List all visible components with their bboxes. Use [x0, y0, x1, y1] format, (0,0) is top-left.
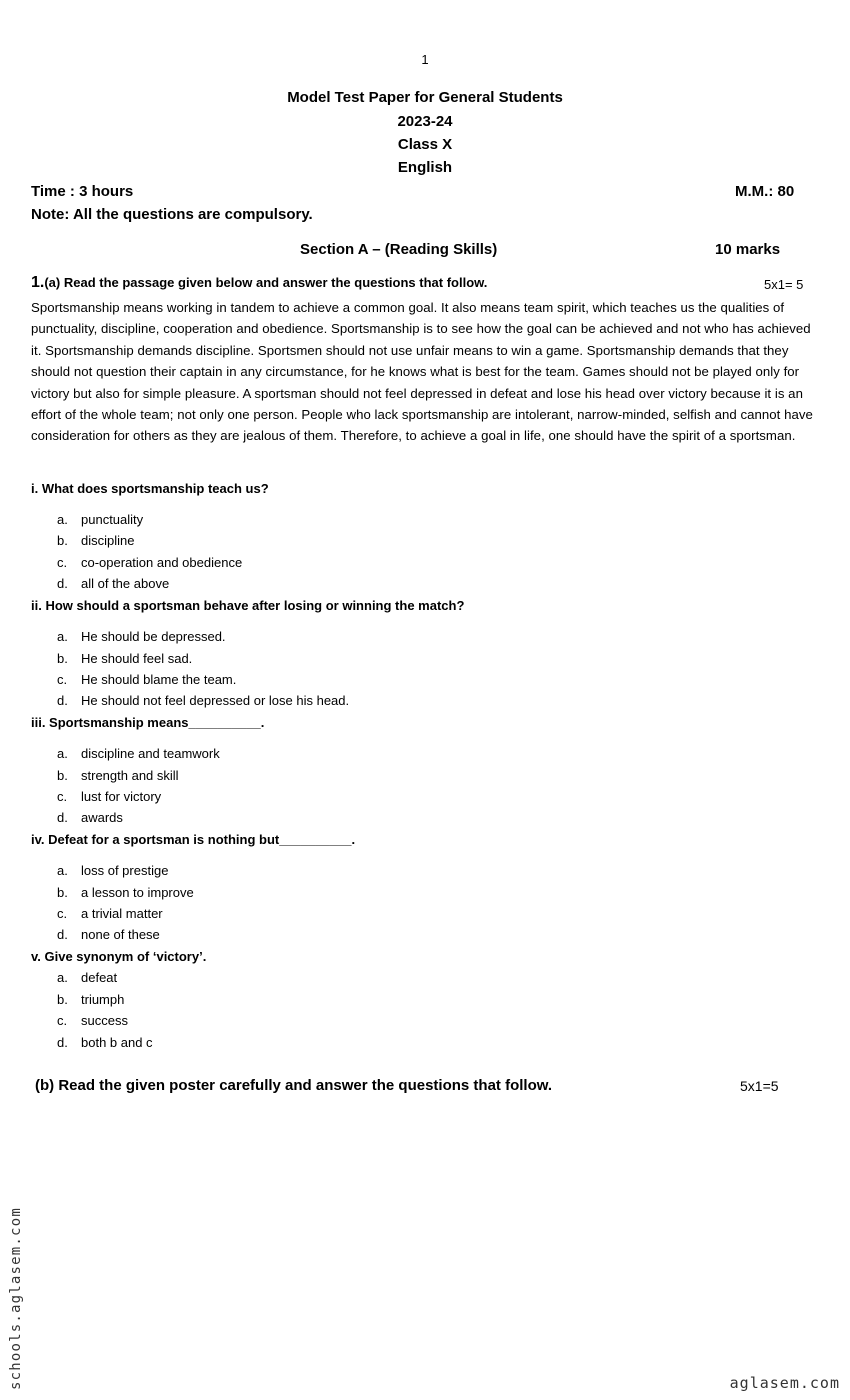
option-text: defeat	[81, 970, 118, 985]
option-1d	[0, 576, 850, 594]
option-text: success	[81, 1013, 128, 1028]
option-1c	[0, 555, 850, 573]
option-label: c.	[57, 906, 68, 921]
option-2c	[0, 672, 850, 690]
question-1: i. What does sportsmanship teach us?	[31, 481, 269, 496]
reading-passage: Sportsmanship means working in tandem to achieve a common goal. It also means team spirit, which teaches us the qualities of punctuality, discipline, cooperation and obedience. Sportsmanship is to see how the goal can be achieved and not who has achieved it. Sportsmanship demands discipline. Sportsmen should not use unfair means to win a game. Sportsmanship demands that they should not question their captain in any circumstance, for he knows what is best for the team. Games should not be played only for victory but also for simple pleasure. A sportsman should not feel depressed in defeat and lose his head over victory because it is an effort of the whole team; not only one person. People who lack sportsmanship are intolerant, narrow-minded, selfish and cannot have consideration for others as they are jealous of them. Therefore, to achieve a goal in life, one should have the spirit of a sportsman.	[31, 300, 813, 444]
option-2b	[0, 651, 850, 669]
option-3b	[0, 768, 850, 786]
option-text: He should be depressed.	[81, 629, 226, 644]
option-label: d.	[57, 810, 68, 825]
option-text: none of these	[81, 927, 160, 942]
option-text: lust for victory	[81, 789, 162, 804]
time-allowed: Time : 3 hours	[31, 183, 134, 200]
option-3a	[0, 746, 850, 764]
option-label: c.	[57, 555, 68, 570]
option-text: co-operation and obedience	[81, 555, 243, 570]
q1a-marks: 5x1= 5	[764, 277, 804, 292]
corner-watermark: aglasem.com	[729, 1374, 840, 1392]
option-text: all of the above	[81, 576, 170, 591]
option-text: He should blame the team.	[81, 672, 237, 687]
option-2a	[0, 629, 850, 647]
option-label: c.	[57, 672, 68, 687]
paper-class: Class X	[397, 136, 453, 153]
question-2: ii. How should a sportsman behave after losing or winning the match?	[31, 598, 465, 613]
page-number: 1	[421, 52, 429, 67]
option-label: d.	[57, 693, 68, 708]
option-1a	[0, 512, 850, 530]
q1a-heading	[31, 274, 487, 292]
option-label: b.	[57, 533, 68, 548]
side-watermark: schools.aglasem.com	[8, 1207, 24, 1390]
option-5b	[0, 992, 850, 1010]
option-label: b.	[57, 992, 68, 1007]
question-5: v. Give synonym of ‘victory’.	[31, 949, 207, 964]
option-label: a.	[57, 629, 68, 644]
option-label: a.	[57, 970, 68, 985]
question-3: iii. Sportsmanship means__________.	[31, 715, 265, 730]
option-label: a.	[57, 512, 68, 527]
paper-subject: English	[397, 159, 453, 176]
option-4a	[0, 863, 850, 881]
option-label: c.	[57, 789, 68, 804]
option-3d	[0, 810, 850, 828]
q1-number: 1.	[31, 274, 45, 291]
option-4b	[0, 885, 850, 903]
option-text: awards	[81, 810, 123, 825]
option-label: d.	[57, 927, 68, 942]
option-label: a.	[57, 863, 68, 878]
option-text: He should not feel depressed or lose his head.	[81, 693, 350, 708]
option-text: discipline	[81, 533, 135, 548]
option-text: punctuality	[81, 512, 144, 527]
option-text: discipline and teamwork	[81, 746, 220, 761]
option-5a	[0, 970, 850, 988]
option-5d	[0, 1035, 850, 1053]
option-4d	[0, 927, 850, 945]
option-text: loss of prestige	[81, 863, 169, 878]
note: Note: All the questions are compulsory.	[31, 206, 313, 223]
q1b-marks: 5x1=5	[740, 1078, 779, 1094]
option-text: a trivial matter	[81, 906, 163, 921]
section-title: Section A – (Reading Skills)	[300, 241, 498, 258]
option-text: strength and skill	[81, 768, 179, 783]
option-label: d.	[57, 576, 68, 591]
option-text: triumph	[81, 992, 125, 1007]
max-marks: M.M.: 80	[735, 183, 795, 200]
option-3c	[0, 789, 850, 807]
option-1b	[0, 533, 850, 551]
paper-title: Model Test Paper for General Students	[287, 89, 563, 106]
option-text: both b and c	[81, 1035, 153, 1050]
paper-year: 2023-24	[397, 113, 453, 130]
q1a-instruction: (a) Read the passage given below and answer the questions that follow.	[44, 275, 488, 290]
option-5c	[0, 1013, 850, 1031]
option-text: a lesson to improve	[81, 885, 194, 900]
option-label: c.	[57, 1013, 68, 1028]
section-marks: 10 marks	[715, 241, 781, 258]
option-4c	[0, 906, 850, 924]
option-label: b.	[57, 651, 68, 666]
option-label: a.	[57, 746, 68, 761]
option-2d	[0, 693, 850, 711]
option-label: b.	[57, 885, 68, 900]
option-label: d.	[57, 1035, 68, 1050]
option-label: b.	[57, 768, 68, 783]
option-text: He should feel sad.	[81, 651, 193, 666]
q1b-instruction: (b) Read the given poster carefully and answer the questions that follow.	[35, 1077, 553, 1094]
question-4: iv. Defeat for a sportsman is nothing but__________.	[31, 832, 356, 847]
